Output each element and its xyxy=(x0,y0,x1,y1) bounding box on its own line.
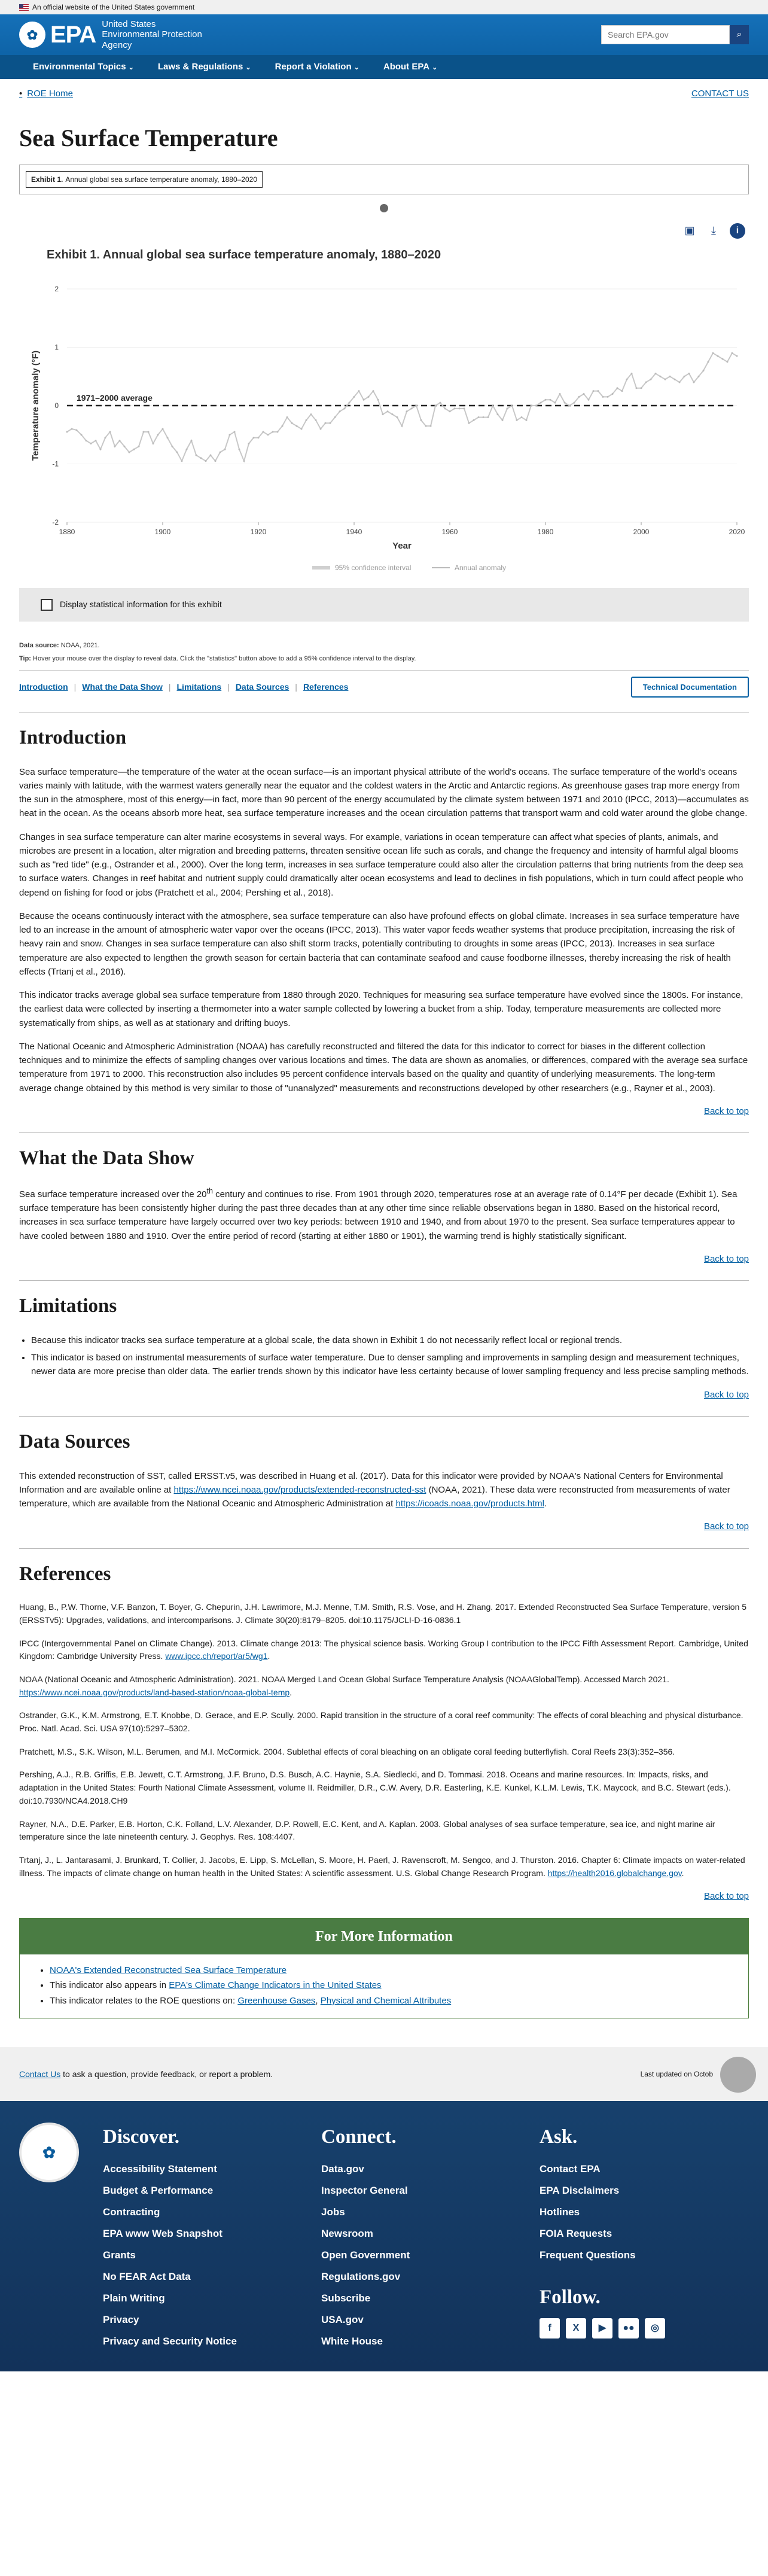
footer-link[interactable]: EPA www Web Snapshot xyxy=(103,2227,223,2239)
data-point xyxy=(296,425,298,427)
gov-banner-text: An official website of the United States government xyxy=(32,3,195,11)
data-point xyxy=(727,361,729,363)
data-point xyxy=(392,413,394,415)
footer-link[interactable]: Subscribe xyxy=(321,2292,371,2304)
data-point xyxy=(253,437,255,439)
data-point xyxy=(258,437,260,439)
tip-text: Hover your mouse over the display to reveal data. Click the "statistics" button above to add a 95% confidence interval to the display. xyxy=(33,655,416,662)
data-point xyxy=(578,395,580,397)
data-show-paragraph: Sea surface temperature increased over the 20th century and continues to rise. From 1901 through 2020, temperatures rose at an average rate of 0.14°F per decade (Exhibit 1). Sea surface temperature has been consistently higher during the past three decades than at any other time since reliable observations began in 1880. Based on the historical record, increases in sea surface temperature have largely occurred over two key periods: between 1910 and 1940, and from about 1970 to the present. Sea surface temperatures appear to have cooled between 1880 and 1910. Over the entire period of record (starting at either 1880 or 1901), the warming trend is highly statistically significant. xyxy=(19,1186,737,1241)
data-source-text: NOAA, 2021. xyxy=(60,641,100,649)
data-point xyxy=(564,401,566,403)
data-point xyxy=(645,381,647,383)
site-header xyxy=(0,14,768,79)
footer-link[interactable]: Frequent Questions xyxy=(540,2249,636,2261)
chart-tools xyxy=(682,223,745,239)
scroll-top-button[interactable] xyxy=(720,2057,756,2093)
data-point xyxy=(243,460,245,462)
data-point xyxy=(196,454,197,456)
data-point xyxy=(133,448,135,450)
data-point xyxy=(76,429,78,431)
data-point xyxy=(186,448,188,450)
intro-paragraph: Changes in sea surface temperature can alter marine ecosystems in several ways. For example, variations in ocean temperature can affect what species of plants, animals, and microbes are present in a location, alter migration and breeding patterns, threaten sensitive ocean life such as corals, and change the frequency and intensity of harmful algal blooms such as "red tide" (e.g., Ostrander et al., 2000). Over the long term, increases in sea surface temperature could also alter the circulation patterns that bring nutrients from the deep sea to surface waters. Changes in reef habitat and nutrient supply could dramatically alter ocean ecosystems and lead to declines in fish populations, which in turn could affect people who depend on fishing for food or jobs (Pratchett et al., 2004; Pershing et al., 2018). xyxy=(19,832,743,898)
data-point xyxy=(363,398,365,400)
data-sources-heading: Data Sources xyxy=(19,1431,130,1453)
data-point xyxy=(569,404,571,406)
footer-link[interactable]: Privacy and Security Notice xyxy=(103,2335,237,2347)
footer-link[interactable]: Contracting xyxy=(103,2206,160,2218)
back-to-top-link[interactable]: Back to top xyxy=(703,1389,749,1400)
statistics-label: Display statistical information for this exhibit xyxy=(60,599,222,609)
references-heading: References xyxy=(19,1563,111,1585)
data-point xyxy=(698,375,700,377)
data-point xyxy=(330,422,331,424)
y-tick-label: 1 xyxy=(54,343,59,351)
footer-link[interactable]: Inspector General xyxy=(321,2184,408,2196)
data-point xyxy=(291,422,293,424)
roe-home-link[interactable]: • ROE Home xyxy=(19,87,73,101)
instagram-icon[interactable]: ◎ xyxy=(645,2318,665,2339)
footer-link[interactable]: Regulations.gov xyxy=(321,2270,401,2282)
carousel-dot[interactable] xyxy=(380,204,388,212)
data-point xyxy=(339,410,341,412)
data-point xyxy=(617,387,618,389)
more-info-heading: For More Information xyxy=(20,1919,748,1954)
greenhouse-gases-link[interactable]: Greenhouse Gases xyxy=(237,1995,316,2006)
data-point xyxy=(693,381,695,383)
data-point xyxy=(162,428,164,430)
data-point xyxy=(487,416,489,418)
data-point xyxy=(368,395,370,397)
epa-logo[interactable] xyxy=(19,17,209,53)
data-point xyxy=(172,445,173,447)
technical-documentation-button[interactable]: Technical Documentation xyxy=(631,677,749,698)
section-link-references[interactable]: References xyxy=(303,681,349,692)
climate-indicators-link[interactable]: EPA's Climate Change Indicators in the United States xyxy=(169,1980,382,1991)
more-info-item: • This indicator also appears in EPA's Climate Change Indicators in the United States xyxy=(50,1978,734,1993)
data-point xyxy=(516,419,518,421)
data-point xyxy=(325,422,327,424)
data-point xyxy=(550,398,551,400)
section-link-data-sources[interactable]: Data Sources xyxy=(235,681,289,692)
data-point xyxy=(109,431,111,433)
y-tick-label: -2 xyxy=(52,517,59,526)
data-point xyxy=(732,352,733,354)
chevron-down-icon: ⌄ xyxy=(353,63,359,71)
intro-paragraph: This indicator tracks average global sea surface temperature from 1880 through 2020. Techniques for measuring sea surface temperature have evolved since the 1800s. For instance, the earliest data were collected by inserting a thermometer into a water sample collected by lowering a bucket from a ship. Today, temperature measurements are collected more systematically from ships, as well as at stationary and drifting buoys. xyxy=(19,990,743,1028)
x-tick-label: 1960 xyxy=(441,527,458,536)
data-point xyxy=(511,404,513,406)
section-nav: Introduction | What the Data Show | Limitations | Data Sources | References Technical Documentation xyxy=(19,670,749,698)
data-point xyxy=(306,419,307,421)
footer-link[interactable]: EPA Disclaimers xyxy=(540,2184,620,2196)
logo-brand: EPA xyxy=(50,22,96,48)
data-point xyxy=(66,431,68,433)
data-point xyxy=(90,442,92,444)
site-footer xyxy=(0,2101,768,2371)
data-point xyxy=(143,431,145,433)
exhibit-tabs xyxy=(19,165,749,194)
data-point xyxy=(612,393,614,395)
data-point xyxy=(210,454,212,456)
data-point xyxy=(717,355,719,357)
statistics-toggle[interactable] xyxy=(19,588,749,622)
data-point xyxy=(435,404,437,406)
data-point xyxy=(621,390,623,392)
data-sources-section xyxy=(19,1427,749,1534)
y-tick-label: 2 xyxy=(54,284,59,293)
nav-laws-regulations[interactable]: Laws & Regulations ⌄ xyxy=(157,61,251,72)
ersst-info-link[interactable]: NOAA's Extended Reconstructed Sea Surface Temperature xyxy=(50,1965,287,1975)
last-updated: Last updated on Octob xyxy=(640,2070,713,2079)
exhibit-chart xyxy=(19,223,749,582)
limitation-item: • This indicator is based on instrumental measurements of surface water temperature. Due to denser sampling and improvements in sampling design and measurement techniques, newer data are more precise than older data. The earlier trends shown by this indicator have less certainty because of lower sampling frequency and less precise sampling methods. xyxy=(31,1351,749,1379)
x-tick-label: 1920 xyxy=(250,527,267,536)
data-point xyxy=(191,440,193,441)
data-point xyxy=(665,378,666,380)
data-point xyxy=(234,431,236,433)
logo-agency: United States Environmental Protection Agency xyxy=(102,19,202,50)
search-button[interactable] xyxy=(730,25,749,44)
data-point xyxy=(119,440,121,441)
data-point xyxy=(153,442,154,444)
y-axis-label: Temperature anomaly (°F) xyxy=(31,350,41,461)
noaa-globaltemp-link[interactable]: https://www.ncei.noaa.gov/products/land-based-station/noaa-global-temp xyxy=(19,1687,290,1697)
data-point xyxy=(449,410,451,412)
data-point xyxy=(583,393,585,395)
data-point xyxy=(526,419,528,421)
data-point xyxy=(349,401,351,403)
limitations-section xyxy=(19,1292,749,1402)
section-link-introduction[interactable]: Introduction xyxy=(19,681,68,692)
data-point xyxy=(315,419,317,421)
contact-bar: Contact Us to ask a question, provide feedback, or report a problem. Last updated on Octob xyxy=(0,2047,768,2101)
data-point xyxy=(86,440,87,441)
annual-anomaly-line xyxy=(67,353,737,461)
exhibit-notes: Data source: NOAA, 2021. Tip: Hover your mouse over the display to reveal data. Click the "statistics" button above to add a 95% confidence interval to the display. xyxy=(19,641,416,662)
footer-discover: Discover. Accessibility Statement Budget & Performance Contracting EPA www Web Snapshot Grants No FEAR Act Data Plain Writing Privacy Privacy and Security Notice xyxy=(103,2123,321,2352)
data-point xyxy=(641,387,642,389)
search-icon: ⌕ xyxy=(736,29,742,39)
footer-link[interactable]: Data.gov xyxy=(321,2163,364,2175)
epa-footer-seal-icon: ✿ xyxy=(19,2123,79,2182)
more-info-box xyxy=(19,1918,749,2019)
reference-item: IPCC (Intergovernmental Panel on Climate Change). 2013. Climate change 2013: The physical science basis. Working Group I contribution to the IPCC Fifth Assessment Report. Cambridge, United Kingdom: Cambridge University Press. www.ipcc.ch/report/ar5/wg1. xyxy=(19,1638,748,1661)
facebook-icon[interactable]: f xyxy=(540,2318,560,2339)
footer-link[interactable]: Plain Writing xyxy=(103,2292,165,2304)
data-point xyxy=(416,404,417,406)
data-point xyxy=(636,387,638,389)
data-point xyxy=(287,416,288,418)
ersst-link[interactable]: https://www.ncei.noaa.gov/products/extended-reconstructed-sst xyxy=(173,1484,426,1495)
data-point xyxy=(406,410,408,412)
legend-ci-label: 95% confidence interval xyxy=(335,563,412,572)
data-point xyxy=(444,407,446,409)
data-point xyxy=(71,428,73,430)
data-point xyxy=(655,372,657,374)
exhibit-tab-1[interactable]: Exhibit 1. Annual global sea surface temperature anomaly, 1880–2020 xyxy=(26,171,263,188)
data-point xyxy=(105,437,106,439)
data-point xyxy=(559,393,561,395)
data-point xyxy=(468,422,470,424)
carousel-dots xyxy=(19,203,749,217)
data-point xyxy=(688,372,690,374)
x-tick-label: 1880 xyxy=(59,527,75,536)
breadcrumb xyxy=(19,79,749,107)
gov-banner xyxy=(0,0,768,14)
x-tick-label: 2020 xyxy=(729,527,745,536)
footer-link[interactable]: Newsroom xyxy=(321,2227,373,2239)
data-point xyxy=(181,460,183,462)
data-point xyxy=(114,445,116,447)
page-title: Sea Surface Temperature xyxy=(19,124,278,151)
reference-item: Trtanj, J., L. Jantarasami, J. Brunkard, T. Collier, J. Jacobs, E. Lipp, S. McLellan, S. Moore, H. Paerl, J. Ravenscroft, M. Sengco, and J. Thurston. 2016. Chapter 6: Climate impacts on water-related illness. The impacts of climate change on human health in the United States: A scientific assessment. U.S. Global Change Research Program. https://health2016.globalchange.gov. xyxy=(19,1855,745,1878)
footer-link[interactable]: Privacy xyxy=(103,2313,139,2325)
data-point xyxy=(588,398,590,400)
data-point xyxy=(703,370,705,372)
data-point xyxy=(95,440,97,441)
data-point xyxy=(377,398,379,400)
footer-connect: Connect. Data.gov Inspector General Jobs Newsroom Open Government Regulations.gov Subscribe USA.gov White House xyxy=(321,2123,540,2352)
data-point xyxy=(507,407,508,409)
y-tick-label: 0 xyxy=(54,401,59,410)
search-input[interactable] xyxy=(601,25,730,44)
data-point xyxy=(272,431,274,433)
data-point xyxy=(430,425,432,427)
data-point xyxy=(358,390,360,392)
icoads-link[interactable]: https://icoads.noaa.gov/products.html xyxy=(395,1499,544,1509)
data-point xyxy=(373,390,374,392)
intro-paragraph: Sea surface temperature—the temperature of the water at the ocean surface—is an important physical attribute of the world's oceans. The surface temperature of the world's oceans varies mainly with latitude, with the warmest waters generally near the equator and the coldest waters in the Arctic and Antarctic regions. As greenhouse gases trap more energy from the sun in the atmosphere, most of this energy—in fact, more than 90 percent of the energy accumulated by the climate system between 1971 and 2010 (IPCC, 2013)—accumulates as heat in the ocean. As the oceans absorb more heat, sea surface temperature increases and the ocean circulation patterns that transport warm and cold water around the globe change. xyxy=(19,766,749,819)
data-point xyxy=(334,416,336,418)
main-nav xyxy=(0,55,768,79)
data-point xyxy=(205,460,207,462)
data-show-section xyxy=(19,1144,749,1266)
footer-link[interactable]: White House xyxy=(321,2335,383,2347)
health2016-link[interactable]: https://health2016.globalchange.gov xyxy=(547,1868,682,1878)
data-point xyxy=(401,425,403,427)
flickr-icon[interactable]: ●● xyxy=(618,2318,639,2339)
data-show-heading: What the Data Show xyxy=(19,1147,194,1170)
x-tick-label: 2000 xyxy=(633,527,650,536)
data-point xyxy=(607,395,609,397)
data-point xyxy=(602,395,604,397)
reference-item: Huang, B., P.W. Thorne, V.F. Banzon, T. Boyer, G. Chepurin, J.H. Lawrimore, M.J. Menne, T.M. Smith, R.S. Vose, and H. Zhang. 2017. Extended Reconstructed Sea Surface Temperature, version 5 (ERSSTv5): Upgrades, validations, and intercomparisons. J. Climate 30(20):8179–8205. doi:10.1175/JCLI-D-16-0836.1 xyxy=(19,1602,747,1625)
legend-anomaly-label: Annual anomaly xyxy=(455,563,507,572)
data-point xyxy=(167,437,169,439)
image-icon[interactable]: ▣ xyxy=(684,224,695,236)
back-to-top-link[interactable]: Back to top xyxy=(703,1891,749,1902)
data-point xyxy=(224,448,226,450)
data-point xyxy=(674,378,676,380)
data-point xyxy=(248,442,250,444)
section-link-limitations[interactable]: Limitations xyxy=(176,681,222,692)
data-point xyxy=(497,413,499,415)
intro-paragraph: The National Oceanic and Atmospheric Administration (NOAA) has carefully reconstructed and filtered the data for this indicator to correct for biases in the different collection techniques and to minimize the effects of sampling changes over various locations and times. The data are shown as anomalies, or differences, compared with the average sea surface temperature from 1971 to 2000. This reconstruction also includes 95 percent confidence intervals based on the quality and quantity of underlying measurements. The long-term average change obtained by this method is very similar to those of "unanalyzed" measurements and reconstructions developed by other researchers (e.g., Rayner et al., 2003). xyxy=(19,1041,748,1094)
data-point xyxy=(200,457,202,459)
data-point xyxy=(679,381,681,383)
data-point xyxy=(387,410,389,412)
footer-link[interactable]: Hotlines xyxy=(540,2206,580,2218)
data-point xyxy=(157,434,159,436)
data-point xyxy=(220,451,221,453)
reference-item: Pershing, A.J., R.B. Griffis, E.B. Jewett, C.T. Armstrong, J.F. Bruno, D.S. Busch, A.C. Haynie, S.A. Siedlecki, and D. Tommasi. 2018. Oceans and marine resources. In: Impacts, risks, and adaptation in the United States: Fourth National Climate Assessment, volume II. Reidmiller, D.R., C.W. Avery, D.R. Easterling, K.E. Kunkel, K.L.M. Lewis, T.K. Maycock, and B.C. Stewart (eds.). doi:10.7930/NCA4.2018.CH9 xyxy=(19,1770,731,1805)
data-point xyxy=(310,413,312,415)
social-icons xyxy=(540,2318,758,2339)
footer-link[interactable]: USA.gov xyxy=(321,2313,364,2325)
data-point xyxy=(100,448,102,450)
data-point xyxy=(138,445,140,447)
data-point xyxy=(708,361,709,363)
data-point xyxy=(669,375,671,377)
data-point xyxy=(483,416,484,418)
info-icon[interactable]: i xyxy=(730,223,745,239)
data-sources-paragraph: This extended reconstruction of SST, called ERSST.v5, was described in Huang et al. (2017). Data for this indicator were provided by NOAA's National Centers for Environmental Information and are available online at https://www.ncei.noaa.gov/products/extended-reconstructed-sst (NOAA, 2021). These data were reconstructed from measurements of water temperature, which are available from the National Oceanic and Atmospheric Administration at https://icoads.noaa.gov/products.html. xyxy=(19,1470,730,1509)
back-to-top-link[interactable]: Back to top xyxy=(703,1106,749,1116)
nav-environmental-topics[interactable]: Environmental Topics ⌄ xyxy=(33,61,134,72)
epa-seal-icon: ✿ xyxy=(19,22,45,48)
footer-link[interactable]: Accessibility Statement xyxy=(103,2163,217,2175)
data-point xyxy=(574,401,575,403)
data-point xyxy=(531,404,532,406)
reference-item: NOAA (National Oceanic and Atmospheric Administration). 2021. NOAA Merged Land Ocean Global Surface Temperature Analysis (NOAAGlobalTemp). Accessed March 2021. https://www.ncei.noaa.gov/products/land-based-station/noaa-global-temp. xyxy=(19,1674,669,1697)
data-point xyxy=(229,434,231,436)
chevron-down-icon: ⌄ xyxy=(245,63,251,71)
data-point xyxy=(545,398,547,400)
data-point xyxy=(420,419,422,421)
data-point xyxy=(626,378,628,380)
chart-title: Exhibit 1. Annual global sea surface temperature anomaly, 1880–2020 xyxy=(47,248,441,261)
data-point xyxy=(382,413,384,415)
y-tick-label: -1 xyxy=(52,459,59,468)
reference-line-label: 1971–2000 average xyxy=(77,392,153,403)
back-to-top-link[interactable]: Back to top xyxy=(703,1521,749,1532)
data-point xyxy=(440,401,441,403)
us-flag-icon xyxy=(19,4,29,11)
data-point xyxy=(81,434,83,436)
data-point xyxy=(301,428,303,430)
footer-link[interactable]: Budget & Performance xyxy=(103,2184,214,2196)
footer-link[interactable]: Contact EPA xyxy=(540,2163,601,2175)
data-point xyxy=(425,425,427,427)
statistics-checkbox[interactable] xyxy=(41,599,53,611)
footer-link[interactable]: Open Government xyxy=(321,2249,410,2261)
data-point xyxy=(722,358,724,360)
data-point xyxy=(598,390,599,392)
data-point xyxy=(712,352,714,354)
data-point xyxy=(593,390,595,392)
data-point xyxy=(464,407,465,409)
data-point xyxy=(631,372,633,374)
data-point xyxy=(521,416,523,418)
footer-ask: Ask. Contact EPA EPA Disclaimers Hotlines FOIA Requests Frequent Questions Follow. f X ▶ ●● ◎ xyxy=(540,2123,758,2352)
introduction-section xyxy=(19,723,749,1118)
back-to-top-link[interactable]: Back to top xyxy=(703,1253,749,1264)
reference-item: Rayner, N.A., D.E. Parker, E.B. Horton, C.K. Folland, L.V. Alexander, D.P. Rowell, E.C. Kent, and A. Kaplan. 2003. Global analyses of sea surface temperature, sea ice, and night marine air temperature since the late nineteenth century. J. Geophys. Res. 108:4407. xyxy=(19,1819,715,1842)
data-point xyxy=(148,431,150,433)
data-point xyxy=(411,407,413,409)
x-icon[interactable]: X xyxy=(566,2318,586,2339)
x-tick-label: 1980 xyxy=(537,527,554,536)
data-point xyxy=(267,434,269,436)
data-point xyxy=(684,375,685,377)
data-point xyxy=(239,448,240,450)
contact-us-link[interactable]: CONTACT US xyxy=(691,89,749,99)
download-icon[interactable]: ⤓ xyxy=(711,224,716,236)
data-point xyxy=(129,451,130,453)
data-point xyxy=(282,425,284,427)
ipcc-link[interactable]: www.ipcc.ch/report/ar5/wg1 xyxy=(165,1651,268,1661)
nav-about-epa[interactable]: About EPA ⌄ xyxy=(383,61,438,72)
data-point xyxy=(492,404,494,406)
footer-link[interactable]: Grants xyxy=(103,2249,136,2261)
data-point xyxy=(320,428,322,430)
data-point xyxy=(478,416,480,418)
footer-link[interactable]: Jobs xyxy=(321,2206,345,2218)
data-point xyxy=(454,407,456,409)
data-point xyxy=(215,460,217,462)
youtube-icon[interactable]: ▶ xyxy=(592,2318,612,2339)
chart-svg[interactable] xyxy=(19,247,749,582)
limitation-item: • Because this indicator tracks sea surface temperature at a global scale, the data shown in Exhibit 1 do not necessarily reflect local or regional trends. xyxy=(31,1333,749,1347)
site-search xyxy=(601,25,749,44)
limitations-heading: Limitations xyxy=(19,1295,117,1317)
data-point xyxy=(459,407,461,409)
more-info-item xyxy=(50,1963,734,1978)
contact-us-footer-link[interactable]: Contact Us xyxy=(19,2069,61,2079)
data-point xyxy=(650,378,652,380)
data-point xyxy=(473,419,475,421)
data-point xyxy=(353,395,355,397)
footer-link[interactable]: FOIA Requests xyxy=(540,2227,612,2239)
data-point xyxy=(397,416,398,418)
chevron-down-icon: ⌄ xyxy=(432,63,438,71)
data-point xyxy=(263,431,264,433)
data-point xyxy=(660,375,662,377)
x-tick-label: 1900 xyxy=(154,527,171,536)
data-point xyxy=(540,401,542,403)
intro-paragraph: Because the oceans continuously interact with the atmosphere, sea surface temperature can also have profound effects on global climate. Increases in sea surface temperature have led to an increase in the amount of atmospheric water vapor over the oceans (IPCC, 2013). This water vapor feeds weather systems that produce precipitation, increasing the risk of heavy rain and snow. Changes in sea surface temperature can also shift storm tracks, potentially contributing to droughts in some areas (IPCC, 2013). Increases in sea surface temperature are also expected to lengthen the growth season for certain bacteria that can contaminate seafood and cause foodborne illnesses, thereby increasing the risk of health effects (Trtanj et al., 2016). xyxy=(19,911,740,977)
data-point xyxy=(535,404,537,406)
nav-report-violation[interactable]: Report a Violation ⌄ xyxy=(275,61,359,72)
data-point xyxy=(554,401,556,403)
x-axis-label: Year xyxy=(392,540,412,551)
chevron-down-icon: ⌄ xyxy=(128,63,134,71)
reference-item: Pratchett, M.S., S.K. Wilson, M.L. Berumen, and M.I. McCormick. 2004. Sublethal effects of coral bleaching on an obligate coral feeding butterflyfish. Coral Reefs 23(3):352–356. xyxy=(19,1746,675,1756)
footer-link[interactable]: No FEAR Act Data xyxy=(103,2270,191,2282)
data-point xyxy=(344,407,346,409)
data-point xyxy=(277,431,279,433)
x-tick-label: 1940 xyxy=(346,527,362,536)
more-info-item: • This indicator relates to the ROE questions on: Greenhouse Gases, Physical and Chemical Attributes xyxy=(50,1993,734,2009)
references-section xyxy=(19,1560,749,1904)
data-point xyxy=(736,355,738,357)
physical-chemical-link[interactable]: Physical and Chemical Attributes xyxy=(320,1995,452,2006)
section-link-data-show[interactable]: What the Data Show xyxy=(82,681,163,692)
data-point xyxy=(502,419,504,421)
data-point xyxy=(176,451,178,453)
reference-item: Ostrander, G.K., K.M. Armstrong, E.T. Knobbe, D. Gerace, and E.P. Scully. 2000. Rapid transition in the structure of a coral reef community: The effects of coral bleaching and physical disturbance. Proc. Natl. Acad. Sci. USA 97(10):5297–5302. xyxy=(19,1710,743,1734)
data-point xyxy=(124,445,126,447)
introduction-heading: Introduction xyxy=(19,727,127,748)
